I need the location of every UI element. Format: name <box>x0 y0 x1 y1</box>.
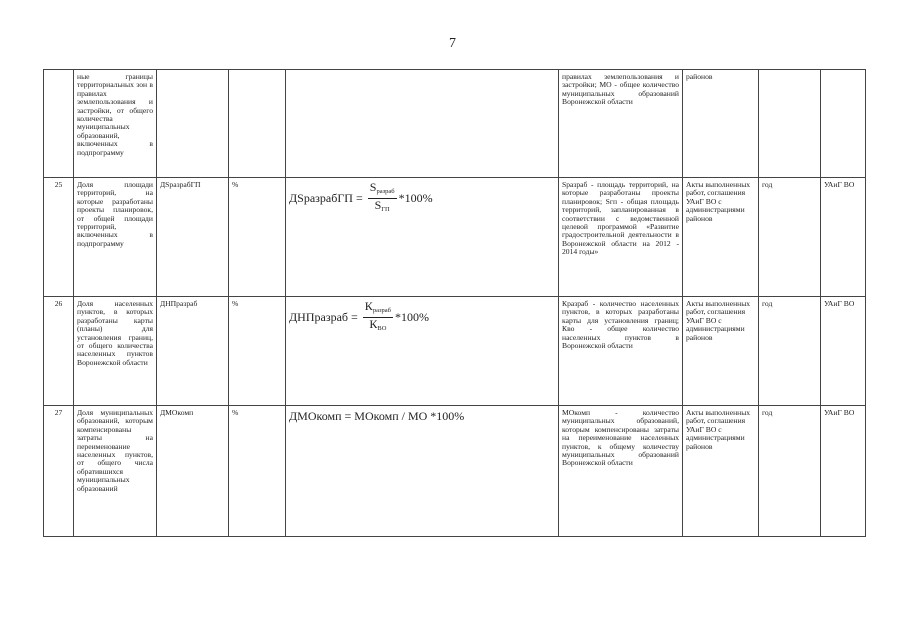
indicator-unit <box>229 70 286 178</box>
formula-denominator <box>373 199 392 216</box>
denominator-symbol: К <box>369 317 378 331</box>
indicator-unit: % <box>229 406 286 537</box>
row-number: 25 <box>44 178 74 297</box>
indicator-name: Доля площади территорий, на которые разработаны проекты планировок, от общей площади территорий, включенных в подпрограмму <box>74 178 157 297</box>
indicator-unit: % <box>229 178 286 297</box>
indicator-code: ДSразрабГП <box>157 178 229 297</box>
indicator-name: Доля муниципальных образований, которым компенсированы затраты на переименование населенных пунктов, от общего числа обратившихся муниципальных образований <box>74 406 157 537</box>
responsible <box>821 70 866 178</box>
indicator-code: ДМОкомп <box>157 406 229 537</box>
indicator-unit: % <box>229 297 286 406</box>
indicator-description: правилах землепользования и застройки; МО - общее количество муниципальных образований Воронежской области <box>559 70 683 178</box>
indicator-description: МОкомп - количество муниципальных образований, которым компенсированы затраты на переименование населенных пунктов, к общему количеству муниципальных образований Воронежской области <box>559 406 683 537</box>
formula-numerator <box>368 181 397 199</box>
denominator-subscript: ГП <box>381 206 390 213</box>
row-number: 26 <box>44 297 74 406</box>
table-row <box>44 70 866 178</box>
formula-fraction <box>363 300 393 335</box>
indicator-formula <box>286 178 559 297</box>
responsible: УАиГ ВО <box>821 406 866 537</box>
indicator-description: Кразраб - количество населенных пунктов, в которых разработаны карты для установления границ; Кво - общее количество населенных пунктов в Воронежской области <box>559 297 683 406</box>
data-source: Акты выполненных работ, соглашения УАиГ ВО с администрациями районов <box>683 297 759 406</box>
indicator-code <box>157 70 229 178</box>
formula-equals: = <box>355 191 363 205</box>
indicator-description: Sразраб - площадь территорий, на которые разработаны проекты планировок; Sгп - общая площадь территорий, запланированная в соответствии с ведомственной целевой программой «Развитие градостроительной деятельности в Воронежской области на 2012 - 2014 годы» <box>559 178 683 297</box>
responsible: УАиГ ВО <box>821 178 866 297</box>
period: год <box>759 178 821 297</box>
period <box>759 70 821 178</box>
indicator-formula <box>286 406 559 537</box>
formula <box>289 181 555 216</box>
formula-denominator <box>367 318 388 335</box>
period: год <box>759 406 821 537</box>
numerator-symbol: К <box>364 299 373 313</box>
data-source: Акты выполненных работ, соглашения УАиГ ВО с администрациями районов <box>683 178 759 297</box>
table-row <box>44 406 866 537</box>
period: год <box>759 297 821 406</box>
formula <box>289 300 555 335</box>
denominator-subscript: ВО <box>377 325 387 332</box>
indicators-table <box>43 69 866 537</box>
row-number <box>44 70 74 178</box>
data-source: районов <box>683 70 759 178</box>
formula: ДМОкомп = МОкомп / МО *100% <box>289 409 465 423</box>
formula-equals: = <box>351 310 358 324</box>
indicator-name: ные границы территориальных зон в правилах землепользования и застройки, от общего количества муниципальных образований, включенных в подпрограмму <box>74 70 157 178</box>
table-row <box>44 297 866 406</box>
formula-fraction <box>368 181 397 216</box>
denominator-symbol: S <box>374 198 382 212</box>
data-source: Акты выполненных работ, соглашения УАиГ ВО с администрациями районов <box>683 406 759 537</box>
indicator-formula <box>286 70 559 178</box>
formula-rhs: *100% <box>398 191 433 205</box>
formula-lhs: ДSразрабГП <box>289 191 353 205</box>
indicator-name: Доля населенных пунктов, в которых разработаны карты (планы) для установления границ, от общего количества населенных пунктов Воронежской области <box>74 297 157 406</box>
page-number: 7 <box>449 36 456 51</box>
row-number: 27 <box>44 406 74 537</box>
responsible: УАиГ ВО <box>821 297 866 406</box>
table-row <box>44 178 866 297</box>
indicator-formula <box>286 297 559 406</box>
indicator-code: ДНПразраб <box>157 297 229 406</box>
formula-numerator <box>363 300 393 318</box>
formula-lhs: ДНПразраб <box>289 310 349 324</box>
numerator-symbol: S <box>369 180 377 194</box>
formula-rhs: *100% <box>394 310 429 324</box>
numerator-subscript: разраб <box>376 188 395 195</box>
numerator-subscript: разраб <box>372 307 391 314</box>
